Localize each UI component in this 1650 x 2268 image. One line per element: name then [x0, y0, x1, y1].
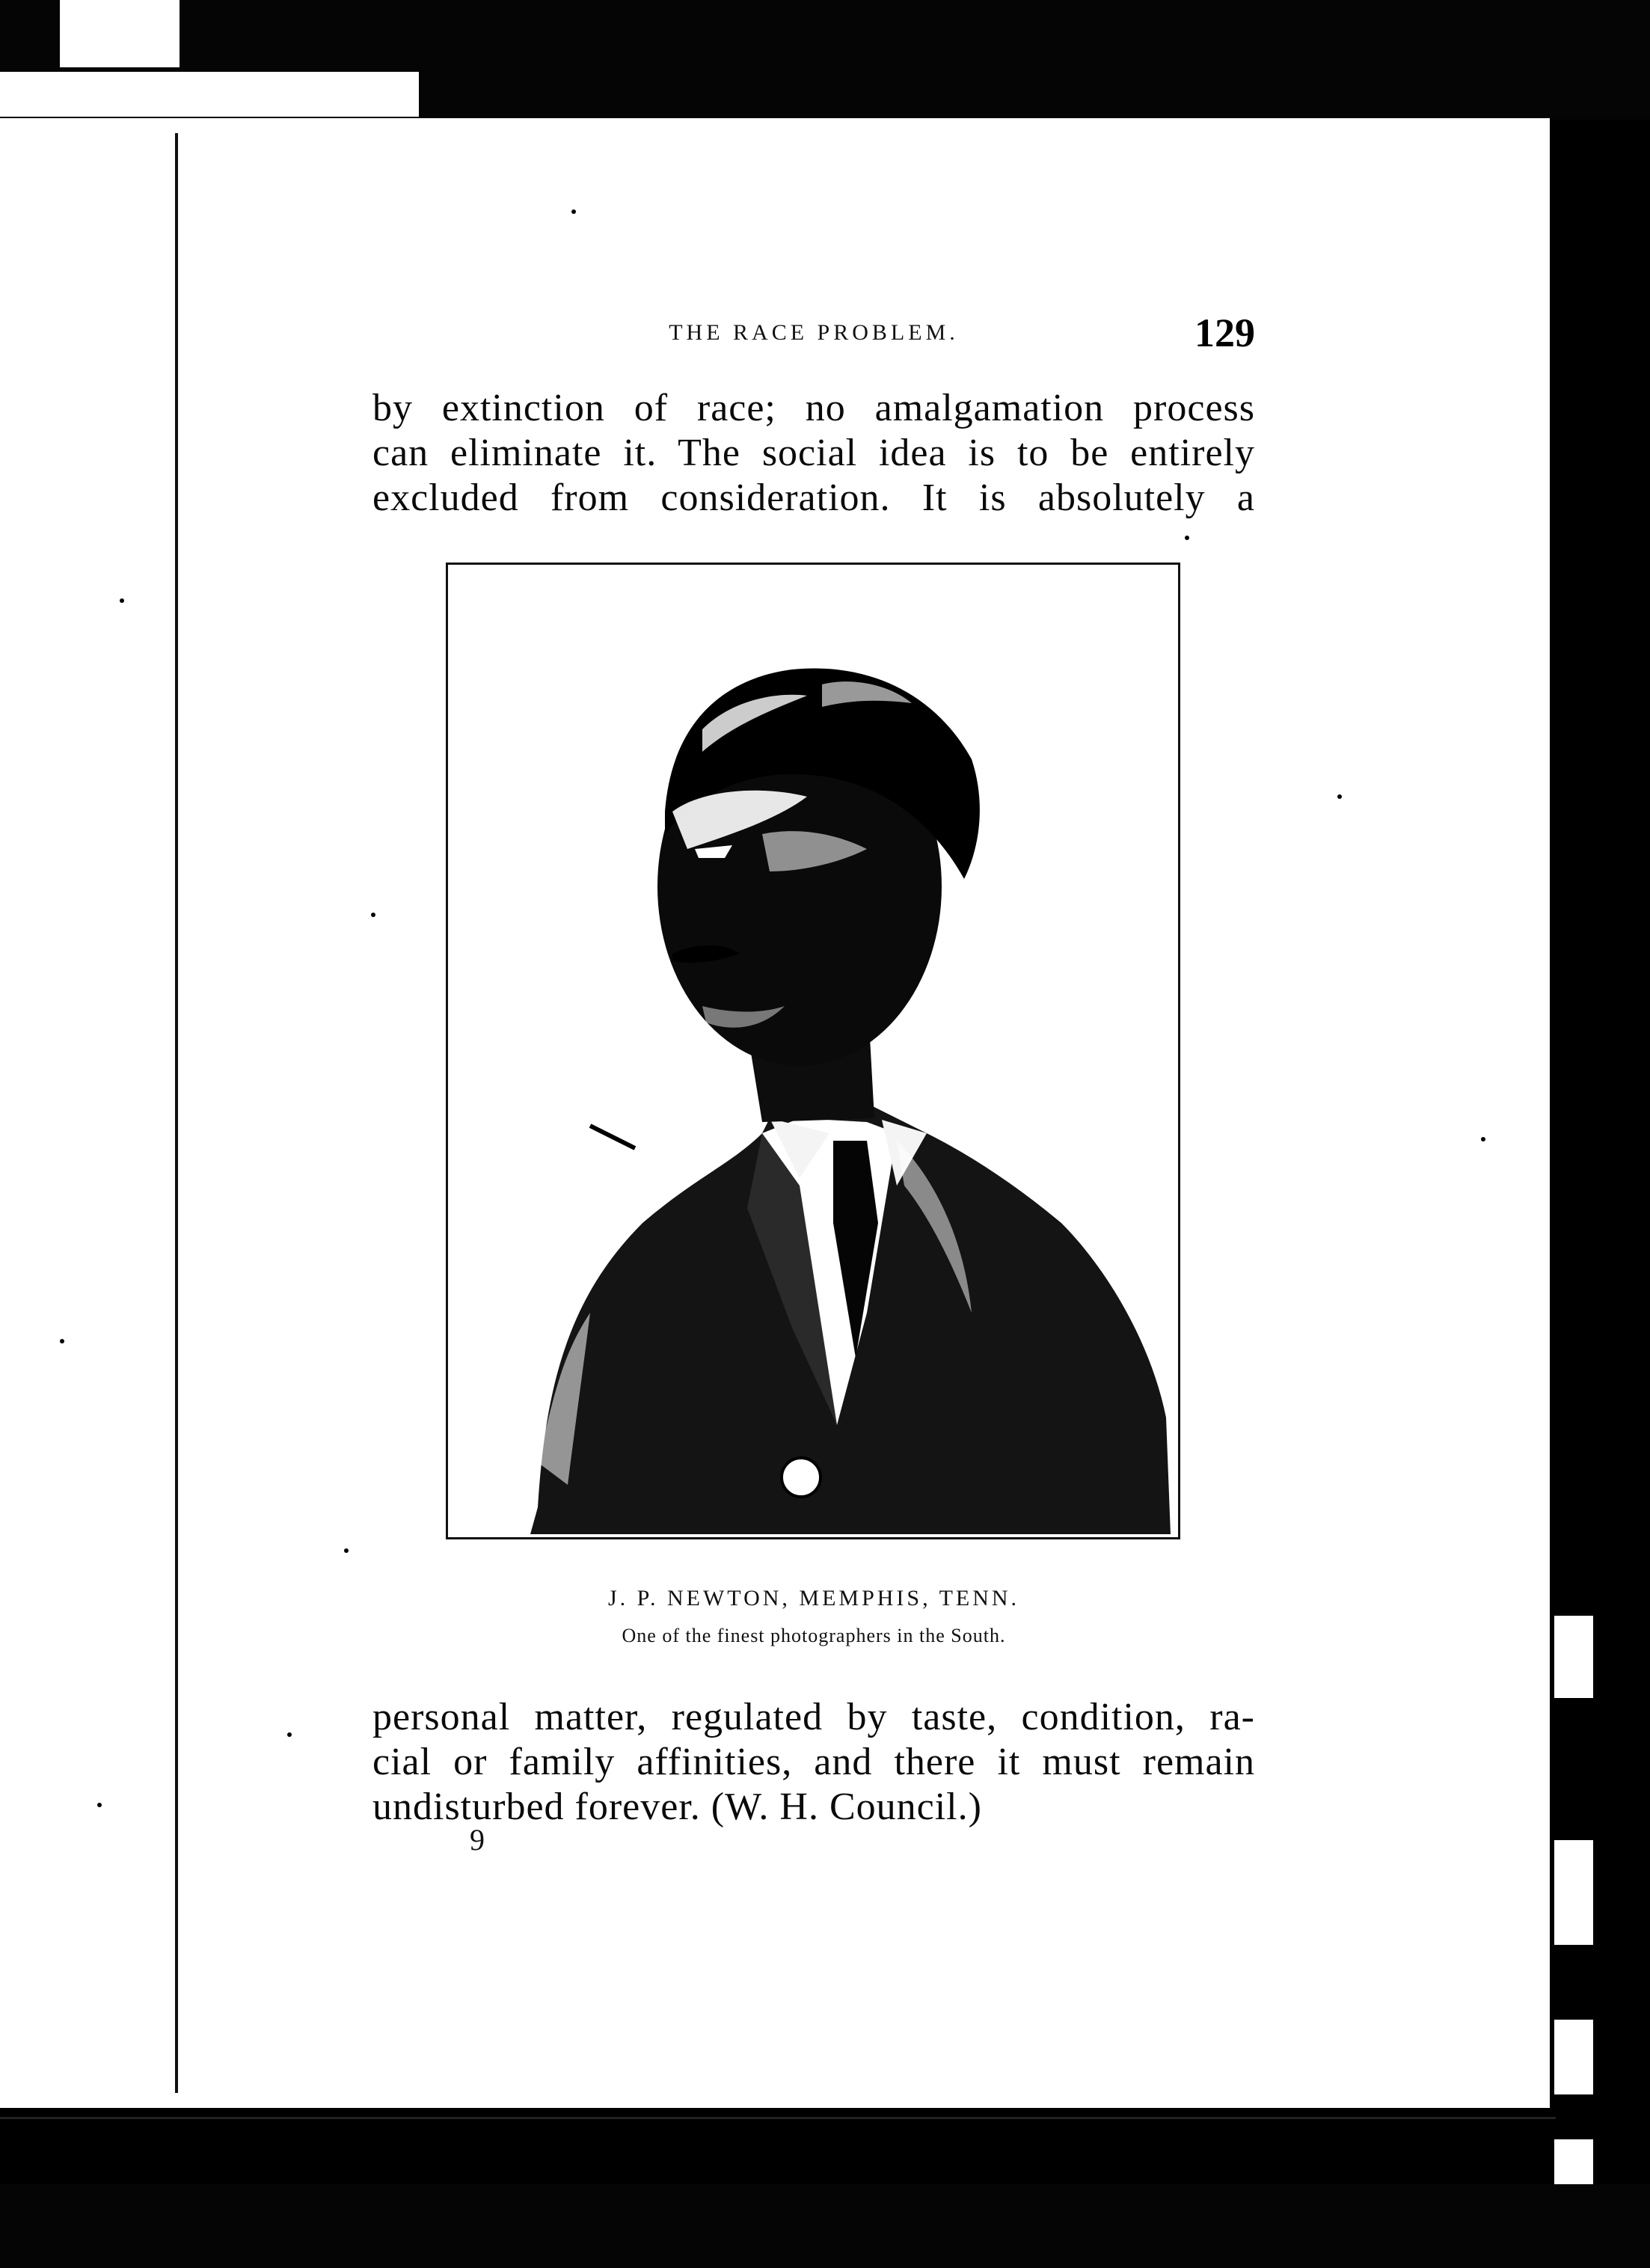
page-margin-left — [0, 118, 177, 2108]
scan-right-edge-patch — [1554, 2139, 1593, 2184]
signature-mark: 9 — [470, 1823, 485, 1857]
portrait-plate — [446, 563, 1180, 1539]
body-paragraph-bottom — [372, 1695, 1255, 1830]
scan-speck — [344, 1548, 349, 1553]
scan-speck — [60, 1339, 64, 1343]
text-line: undisturbed forever. (W. H. Council.) — [372, 1786, 982, 1828]
running-head-title: THE RACE PROBLEM. — [669, 320, 959, 345]
text-line: excluded from consideration. It is absolutely a — [372, 476, 1255, 519]
running-head — [372, 310, 1255, 361]
text-line: by extinction of race; no amalgamation process — [372, 387, 1255, 429]
binding-gutter-line — [175, 133, 178, 2093]
scan-speck — [571, 209, 576, 214]
scan-top-white-patch — [60, 0, 180, 67]
text-line: cial or family affinities, and there it must remain — [372, 1741, 1255, 1783]
scan-speck — [1337, 794, 1342, 799]
scan-right-edge-patch — [1554, 2020, 1593, 2094]
scan-speck — [1185, 536, 1189, 540]
body-paragraph-top — [372, 386, 1255, 521]
text-line: personal matter, regulated by taste, condition, ra- — [372, 1696, 1255, 1738]
scan-top-corner — [0, 18, 60, 70]
page-number: 129 — [1194, 310, 1255, 355]
scan-speck — [120, 598, 124, 603]
scan-bottom-edge — [0, 2184, 1650, 2268]
scan-right-edge-patch — [1554, 1840, 1593, 1945]
scan-speck — [1481, 1137, 1485, 1141]
plate-caption-description: One of the finest photographers in the South. — [622, 1625, 1006, 1646]
scan-speck — [287, 1732, 292, 1737]
page-bottom-edge-line — [0, 2117, 1556, 2119]
scan-speck — [371, 913, 375, 917]
scan-top-white-strip — [0, 72, 419, 117]
scan-right-edge-patch — [1554, 1616, 1593, 1698]
scan-speck — [97, 1803, 102, 1807]
plate-caption-name: J. P. NEWTON, MEMPHIS, TENN. — [607, 1586, 1020, 1610]
text-line: can eliminate it. The social idea is to be entirely — [372, 432, 1255, 474]
portrait-photograph — [448, 565, 1178, 1537]
